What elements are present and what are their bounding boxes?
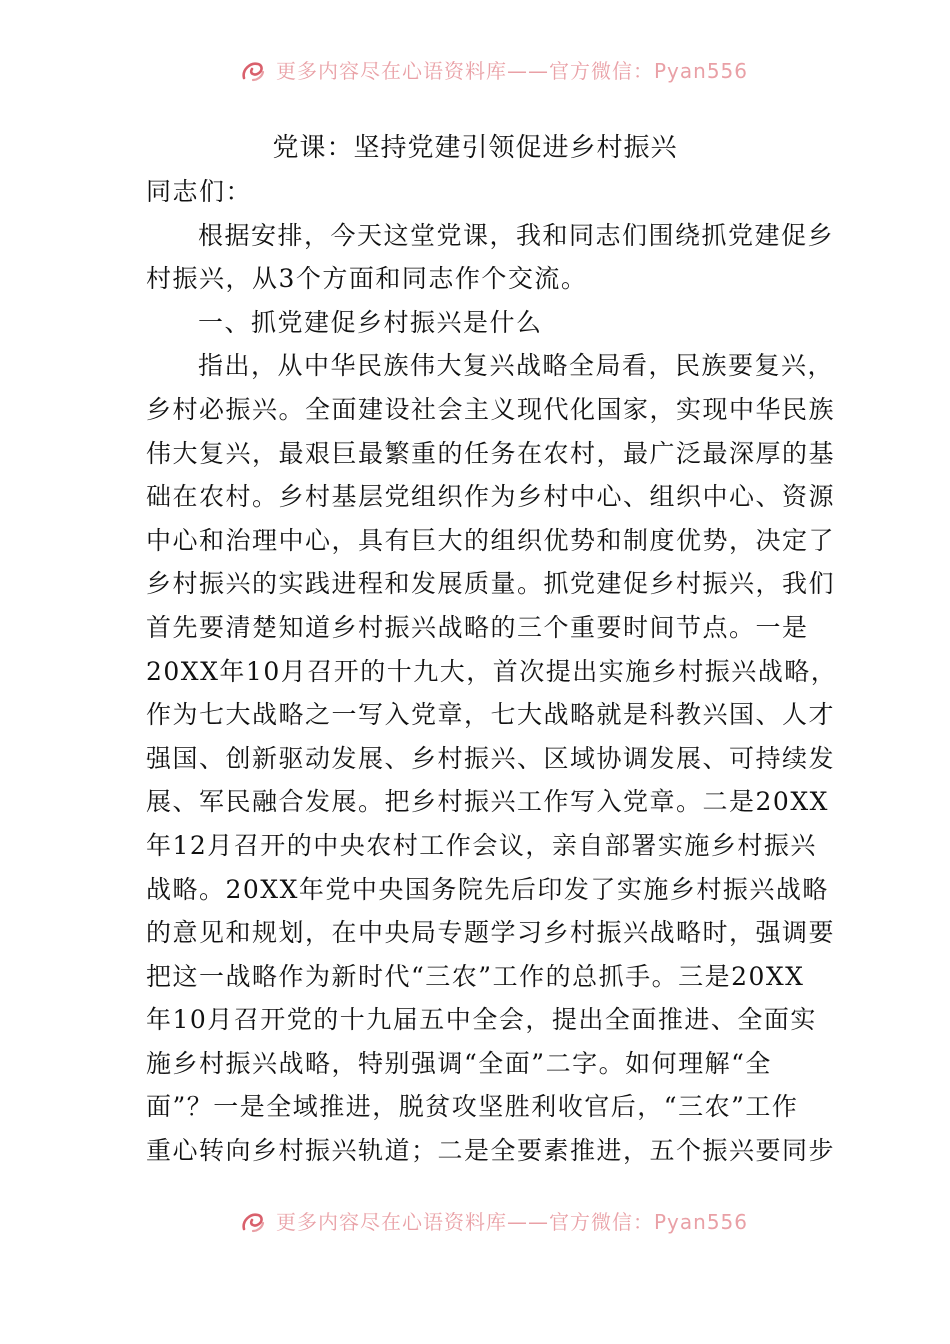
paragraph-line: 把这一战略作为新时代“三农”工作的总抓手。三是20XX (146, 961, 805, 991)
paragraph-line: 年12月召开的中央农村工作会议，亲自部署实施乡村振兴 (146, 830, 817, 860)
paragraph-line: 强国、创新驱动发展、乡村振兴、区域协调发展、可持续发 (146, 743, 836, 773)
paragraph-line: 重心转向乡村振兴轨道；二是全要素推进，五个振兴要同步 (146, 1136, 836, 1166)
paragraph-line: 础在农村。乡村基层党组织作为乡村中心、组织中心、资源 (146, 482, 836, 512)
paragraph-line: 首先要清楚知道乡村振兴战略的三个重要时间节点。一是 (146, 612, 809, 642)
document-body (146, 170, 838, 1173)
paragraph-line: 战略。20XX年党中央国务院先后印发了实施乡村振兴战略 (146, 874, 829, 904)
logo-icon (240, 1209, 266, 1235)
watermark-footer (0, 1203, 950, 1243)
document-title: 党课：坚持党建引领促进乡村振兴 (272, 133, 678, 163)
watermark-text: 更多内容尽在心语资料库——官方微信：Pyan556 (276, 1210, 749, 1234)
logo-icon (240, 58, 266, 84)
paragraph-line: 村振兴，从3个方面和同志作个交流。 (146, 264, 588, 294)
paragraph-line: 伟大复兴，最艰巨最繁重的任务在农村，最广泛最深厚的基 (146, 438, 836, 468)
section-heading: 一、抓党建促乡村振兴是什么 (198, 307, 543, 337)
paragraph-line: 面”？一是全域推进，脱贫攻坚胜利收官后，“三农”工作 (146, 1092, 799, 1122)
salutation: 同志们： (146, 177, 253, 206)
paragraph-line: 乡村振兴的实践进程和发展质量。抓党建促乡村振兴，我们 (146, 569, 836, 599)
paragraph-line: 根据安排，今天这堂党课，我和同志们围绕抓党建促乡 (198, 220, 835, 250)
paragraph-line: 指出，从中华民族伟大复兴战略全局看，民族要复兴， (198, 351, 835, 381)
paragraph-line: 年10月召开党的十九届五中全会，提出全面推进、全面实 (146, 1005, 817, 1035)
watermark-text: 更多内容尽在心语资料库——官方微信：Pyan556 (276, 59, 749, 83)
paragraph-line: 乡村必振兴。全面建设社会主义现代化国家，实现中华民族 (146, 394, 836, 424)
paragraph-line: 作为七大战略之一写入党章，七大战略就是科教兴国、人才 (146, 700, 836, 730)
paragraph-line: 的意见和规划，在中央局专题学习乡村振兴战略时，强调要 (146, 918, 836, 948)
paragraph-line: 中心和治理中心，具有巨大的组织优势和制度优势，决定了 (146, 525, 836, 555)
paragraph-line: 施乡村振兴战略，特别强调“全面”二字。如何理解“全 (146, 1048, 772, 1078)
paragraph-line: 20XX年10月召开的十九大，首次提出实施乡村振兴战略， (146, 656, 838, 686)
paragraph-line: 展、军民融合发展。把乡村振兴工作写入党章。二是20XX (146, 787, 829, 817)
watermark-header (0, 52, 950, 92)
